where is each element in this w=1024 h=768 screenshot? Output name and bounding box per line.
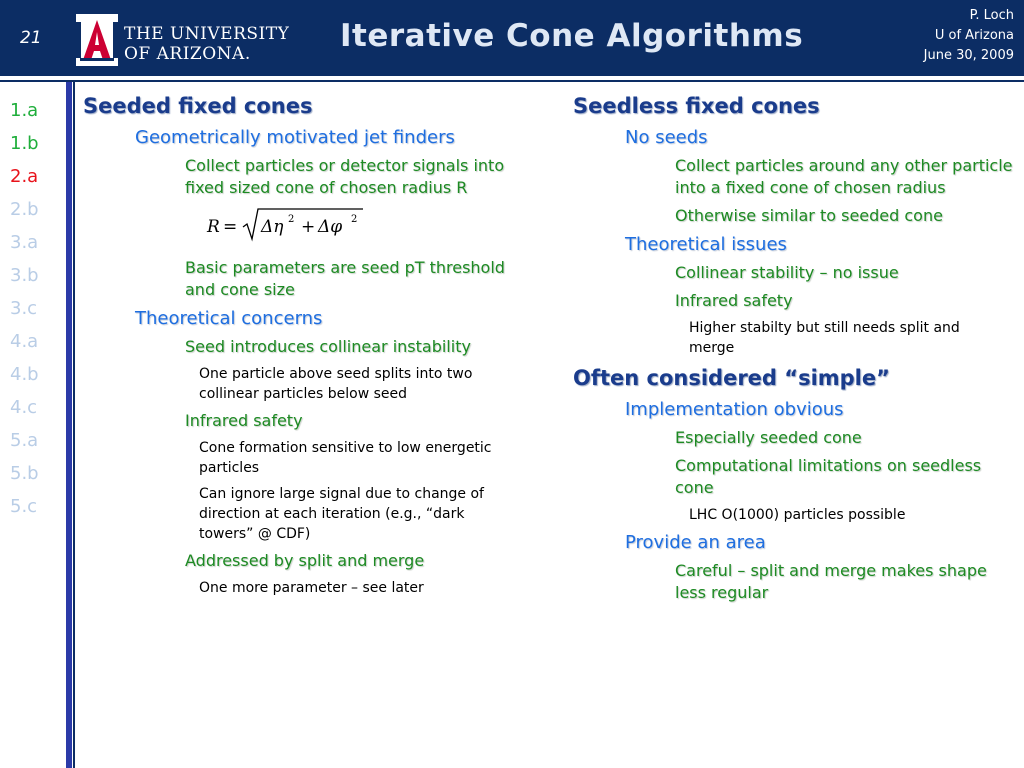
bullet-can-ignore: Can ignore large signal due to change of direction at each iteration (e.g., “dark towers” @ CDF) bbox=[199, 486, 484, 542]
nav-item-3c[interactable]: 3.c bbox=[10, 298, 38, 319]
slide-header bbox=[0, 0, 1024, 76]
university-logo-icon bbox=[76, 14, 118, 66]
bullet-collect-any: Collect particles around any other particle into a fixed cone of chosen radius bbox=[675, 156, 1013, 197]
slide-meta bbox=[854, 6, 1014, 66]
nav-item-4c[interactable]: 4.c bbox=[10, 397, 38, 418]
formula-exp1: 2 bbox=[288, 214, 295, 225]
formula-equals: = bbox=[223, 217, 238, 237]
slide-title: Iterative Cone Algorithms bbox=[340, 18, 804, 54]
bullet-implementation: Implementation obvious bbox=[625, 399, 844, 420]
bullet-cone-formation: Cone formation sensitive to low energetic particles bbox=[199, 440, 492, 476]
header-divider-dark bbox=[0, 80, 1024, 82]
university-name-line2: OF ARIZONA. bbox=[124, 44, 251, 64]
section-nav bbox=[10, 94, 62, 523]
left-column bbox=[83, 92, 523, 604]
heading-seedless-fixed-cones: Seedless fixed cones bbox=[573, 94, 820, 118]
bullet-collect-particles: Collect particles or detector signals into fixed sized cone of chosen radius R bbox=[185, 156, 505, 197]
university-name-line1: THE UNIVERSITY bbox=[124, 24, 290, 44]
heading-seeded-fixed-cones: Seeded fixed cones bbox=[83, 94, 313, 118]
nav-item-3b[interactable]: 3.b bbox=[10, 265, 39, 286]
nav-item-5c[interactable]: 5.c bbox=[10, 496, 38, 517]
nav-item-1b[interactable]: 1.b bbox=[10, 133, 39, 154]
heading-often-simple: Often considered “simple” bbox=[573, 366, 890, 390]
formula-term1: Δη bbox=[261, 217, 284, 237]
nav-item-5b[interactable]: 5.b bbox=[10, 463, 39, 484]
bullet-infrared-safety: Infrared safety bbox=[185, 411, 303, 430]
bullet-especially-seeded: Especially seeded cone bbox=[675, 428, 862, 447]
bullet-one-more: One more parameter – see later bbox=[199, 580, 424, 596]
bullet-otherwise: Otherwise similar to seeded cone bbox=[675, 206, 943, 225]
bullet-lhc: LHC O(1000) particles possible bbox=[689, 507, 906, 523]
right-column bbox=[573, 92, 1013, 610]
bullet-basic-parameters: Basic parameters are seed pT threshold and cone size bbox=[185, 258, 505, 299]
bullet-addressed: Addressed by split and merge bbox=[185, 551, 425, 570]
nav-item-5a[interactable]: 5.a bbox=[10, 430, 39, 451]
bullet-careful: Careful – split and merge makes shape less regular bbox=[675, 561, 987, 602]
nav-item-4b[interactable]: 4.b bbox=[10, 364, 39, 385]
date: June 30, 2009 bbox=[923, 48, 1014, 63]
nav-item-1a[interactable]: 1.a bbox=[10, 100, 39, 121]
nav-item-4a[interactable]: 4.a bbox=[10, 331, 39, 352]
cone-radius-formula bbox=[205, 205, 375, 245]
affiliation: U of Arizona bbox=[934, 28, 1014, 43]
bullet-geometric: Geometrically motivated jet finders bbox=[135, 127, 455, 148]
nav-divider-dark bbox=[73, 82, 75, 768]
formula-plus: + bbox=[301, 217, 316, 237]
bullet-higher-stability: Higher stabilty but still needs split and merge bbox=[689, 320, 960, 356]
formula-exp2: 2 bbox=[351, 214, 358, 225]
bullet-provide-area: Provide an area bbox=[625, 532, 766, 553]
bullet-computational: Computational limitations on seedless cone bbox=[675, 456, 982, 497]
nav-item-2a[interactable]: 2.a bbox=[10, 166, 39, 187]
university-name bbox=[124, 24, 289, 64]
bullet-seed-collinear: Seed introduces collinear instability bbox=[185, 337, 471, 356]
nav-divider bbox=[66, 82, 72, 768]
formula-term2: Δφ bbox=[318, 217, 343, 237]
bullet-infrared-safety-right: Infrared safety bbox=[675, 291, 793, 310]
slide-number: 21 bbox=[20, 28, 42, 48]
formula-lhs: R bbox=[207, 217, 220, 237]
bullet-collinear-stability: Collinear stability – no issue bbox=[675, 263, 899, 282]
bullet-theoretical-issues: Theoretical issues bbox=[625, 234, 787, 255]
bullet-theoretical-concerns: Theoretical concerns bbox=[135, 308, 323, 329]
author: P. Loch bbox=[969, 8, 1014, 23]
nav-item-2b[interactable]: 2.b bbox=[10, 199, 39, 220]
bullet-no-seeds: No seeds bbox=[625, 127, 708, 148]
nav-item-3a[interactable]: 3.a bbox=[10, 232, 39, 253]
bullet-one-particle: One particle above seed splits into two collinear particles below seed bbox=[199, 366, 473, 402]
